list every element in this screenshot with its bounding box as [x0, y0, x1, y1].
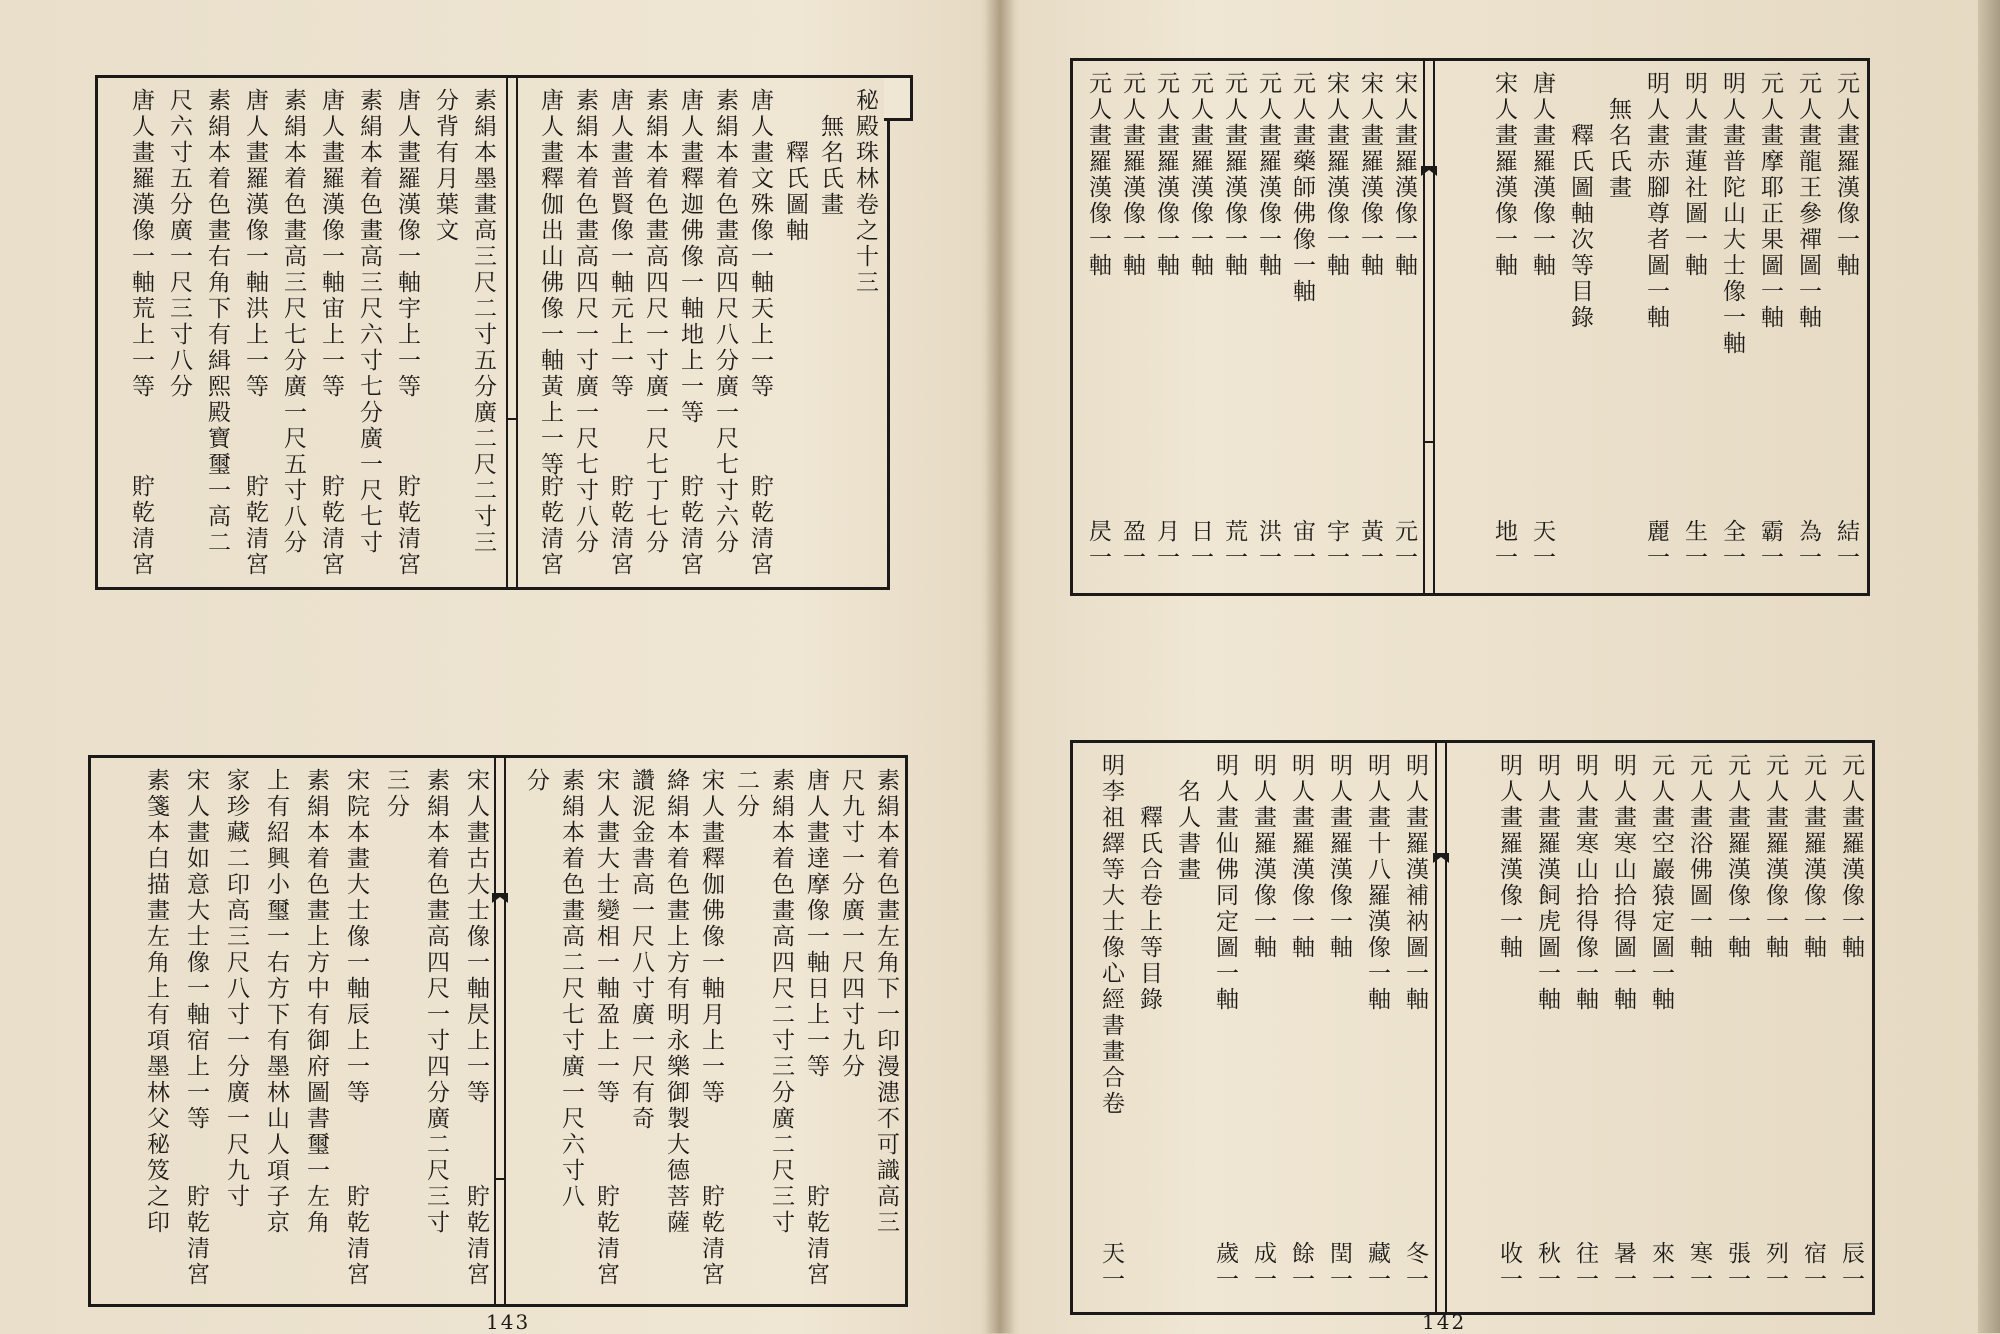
right-half — [523, 78, 880, 587]
page-block-top-right — [1070, 58, 1870, 596]
column: 宋人畫羅漢像一軸 黃一 — [1357, 71, 1383, 571]
column: 明人畫寒山拾得像一軸 往一 — [1572, 753, 1598, 1293]
column: 素絹本着色畫高二尺七寸廣一尺六寸八 — [558, 768, 584, 1210]
column: 分 — [523, 768, 549, 794]
column: 元人畫空巖猿定圖一軸 來一 — [1648, 753, 1674, 1293]
column: 絳絹本着色畫上方有明永樂御製大德菩薩 — [663, 768, 689, 1236]
fish-tail-mark — [1421, 166, 1437, 176]
column: 明人畫羅漢像一軸 收一 — [1496, 753, 1522, 1293]
column: 尺六寸五分廣一尺三寸八分 — [166, 88, 192, 400]
right-half — [1453, 743, 1868, 1312]
book-spine — [985, 0, 1015, 1333]
column: 素絹本着色畫高四尺一寸廣一尺七寸八分 — [572, 88, 598, 556]
column: 明人畫羅漢像一軸 餘一 — [1288, 753, 1314, 1293]
right-half — [1438, 61, 1863, 593]
column: 元人畫羅漢像一軸 洪一 — [1255, 71, 1281, 571]
column: 唐人畫普賢像一軸元上一等 貯乾清宮 — [607, 88, 633, 578]
column: 宋人畫釋伽佛像一軸月上一等 貯乾清宮 — [698, 768, 724, 1288]
column: 釋氏圖軸 — [782, 88, 808, 244]
left-half — [1077, 743, 1432, 1312]
column: 家珍藏二印高三尺八寸一分廣一尺九寸 — [223, 768, 249, 1210]
column: 宋院本畫大士像一軸辰上一等 貯乾清宮 — [343, 768, 369, 1288]
column: 元人畫羅漢像一軸 張一 — [1724, 753, 1750, 1293]
center-divider — [506, 78, 518, 587]
column: 素絹本着色畫高四尺二寸三分廣二尺三寸 — [768, 768, 794, 1236]
column: 唐人畫達摩像一軸日上一等 貯乾清宮 — [803, 768, 829, 1288]
fish-tail-mark — [492, 893, 508, 903]
column: 素絹本着色畫高四尺一寸廣一尺七丁七分 — [642, 88, 668, 556]
column: 元人畫羅漢像一軸 列一 — [1762, 753, 1788, 1293]
column: 唐人畫羅漢像一軸宇上一等 貯乾清宮 — [394, 88, 420, 578]
column: 釋氏合卷上等目錄 — [1136, 753, 1162, 1013]
column: 元人畫羅漢像一軸 辰一 — [1838, 753, 1864, 1293]
page-number-right: 142 — [1422, 1310, 1467, 1334]
column: 明李祖繹等大士像心經書畫合卷 天一 — [1098, 753, 1124, 1293]
column: 唐人畫文殊像一軸天上一等 貯乾清宮 — [747, 88, 773, 578]
column: 尺九寸一分廣一尺四寸九分 — [838, 768, 864, 1080]
column: 明人畫羅漢飼虎圖一軸 秋一 — [1534, 753, 1560, 1293]
column: 宋人畫羅漢像一軸 元一 — [1391, 71, 1417, 571]
column: 元人畫羅漢像一軸 月一 — [1153, 71, 1179, 571]
center-divider — [1435, 743, 1447, 1312]
column: 明人畫十八羅漢像一軸 藏一 — [1364, 753, 1390, 1293]
column: 素絹本着色畫上方中有御府圖書璽一左角 — [303, 768, 329, 1236]
column: 素絹本墨畫高三尺二寸五分廣二尺二寸三 — [470, 88, 496, 556]
column: 三分 — [383, 768, 409, 820]
column: 明人畫普陀山大士像一軸 全一 — [1719, 71, 1745, 571]
column: 宋人畫古大士像一軸昃上一等 貯乾清宮 — [463, 768, 489, 1288]
column: 無名氏畫 — [1605, 71, 1631, 201]
page-block-bottom-right — [1070, 740, 1875, 1315]
right-half — [511, 758, 901, 1304]
column: 元人畫龍王參禪圖一軸 為一 — [1795, 71, 1821, 571]
column: 唐人畫釋迦佛像一軸地上一等 貯乾清宮 — [677, 88, 703, 578]
column: 釋氏圖軸次等目錄 — [1567, 71, 1593, 331]
column: 元人畫羅漢像一軸 宿一 — [1800, 753, 1826, 1293]
page-block-bottom-left — [88, 755, 908, 1307]
column: 明人畫蓮社圖一軸 生一 — [1681, 71, 1707, 571]
column: 元人畫藥師佛像一軸 宙一 — [1289, 71, 1315, 571]
column: 元人畫羅漢像一軸 荒一 — [1221, 71, 1247, 571]
column: 明人畫羅漢像一軸 閏一 — [1326, 753, 1352, 1293]
column: 宋人畫羅漢像一軸 宇一 — [1323, 71, 1349, 571]
column: 素箋本白描畫左角上有項墨林父秘笈之印 — [143, 768, 169, 1236]
left-half — [104, 78, 502, 587]
column: 元人畫羅漢像一軸 日一 — [1187, 71, 1213, 571]
column: 分背有月葉文 — [432, 88, 458, 244]
title-tab — [884, 75, 913, 121]
column: 讚泥金書高一尺八寸廣一尺有奇 — [628, 768, 654, 1132]
column: 唐人畫羅漢像一軸 天一 — [1529, 71, 1555, 571]
column: 明人畫仙佛同定圖一軸 歲一 — [1212, 753, 1238, 1293]
column: 名人書畫 — [1174, 753, 1200, 883]
page-edges — [1978, 0, 2000, 1333]
column: 元人畫羅漢像一軸 結一 — [1833, 71, 1859, 571]
column: 明人畫赤腳尊者圖一軸 麗一 — [1643, 71, 1669, 571]
column: 素絹本着色畫高三尺六寸七分廣一尺七寸 — [356, 88, 382, 556]
column: 二分 — [733, 768, 759, 820]
column: 元人畫浴佛圖一軸 寒一 — [1686, 753, 1712, 1293]
column: 素絹本着色畫右角下有緝熙殿寶璽一高二 — [204, 88, 230, 556]
column: 素絹本着色畫左角下一印漫漶不可識高三 — [873, 768, 899, 1236]
page-number-left: 143 — [486, 1310, 531, 1334]
column: 無名氏畫 — [817, 88, 843, 218]
page-block-top-left — [95, 75, 890, 590]
tick — [494, 1178, 506, 1180]
tick — [506, 418, 518, 420]
column: 元人畫羅漢像一軸 昃一 — [1085, 71, 1111, 571]
column: 宋人畫羅漢像一軸 地一 — [1491, 71, 1517, 571]
column: 上有紹興小璽一右方下有墨林山人項子京 — [263, 768, 289, 1236]
column: 元人畫摩耶正果圖一軸 霸一 — [1757, 71, 1783, 571]
column: 明人畫寒山拾得圖一軸 暑一 — [1610, 753, 1636, 1293]
column: 明人畫羅漢補衲圖一軸 冬一 — [1402, 753, 1428, 1293]
column: 宋人畫如意大士像一軸宿上一等 貯乾清宮 — [183, 768, 209, 1288]
column: 唐人畫羅漢像一軸洪上一等 貯乾清宮 — [242, 88, 268, 578]
tick — [1423, 441, 1435, 443]
column: 秘殿珠林卷之十三 — [852, 88, 878, 296]
column: 素絹本着色畫高四尺八分廣一尺七寸六分 — [712, 88, 738, 556]
center-divider — [1423, 61, 1435, 593]
column: 唐人畫羅漢像一軸宙上一等 貯乾清宮 — [318, 88, 344, 578]
column: 素絹本着色畫高三尺七分廣一尺五寸八分 — [280, 88, 306, 556]
column: 宋人畫大士變相一軸盈上一等 貯乾清宮 — [593, 768, 619, 1288]
column: 元人畫羅漢像一軸 盈一 — [1119, 71, 1145, 571]
column: 唐人畫羅漢像一軸荒上一等 貯乾清宮 — [128, 88, 154, 578]
column: 素絹本着色畫高四尺一寸四分廣二尺三寸 — [423, 768, 449, 1236]
column: 明人畫羅漢像一軸 成一 — [1250, 753, 1276, 1293]
fish-tail-mark — [1433, 853, 1449, 863]
left-half — [1077, 61, 1421, 593]
column: 唐人畫釋伽出山佛像一軸黃上一等 貯乾清宮 — [537, 88, 563, 578]
left-half — [95, 758, 491, 1304]
center-divider — [494, 758, 506, 1304]
